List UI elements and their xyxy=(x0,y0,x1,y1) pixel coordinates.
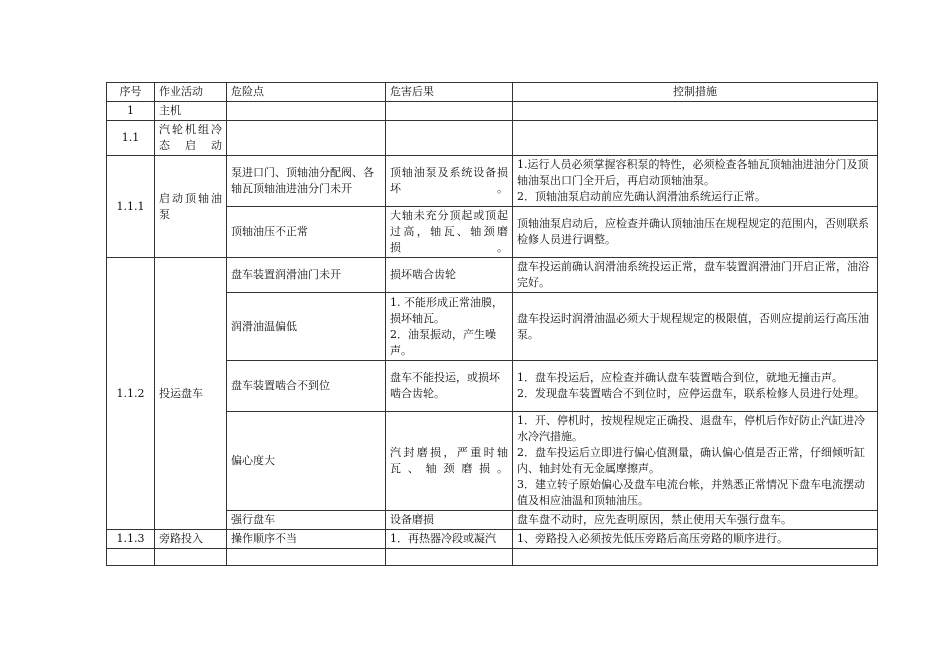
empty-cell xyxy=(227,102,386,121)
row-activity: 旁路投入 xyxy=(155,530,227,549)
hazard-cell: 泵进口门、顶轴油分配阀、各轴瓦顶轴油进油分门未开 xyxy=(227,156,386,207)
consequence-cell: 盘车不能投运，或损坏啮合齿轮。 xyxy=(386,361,513,412)
control-line: 2．盘车投运后立即进行偏心值测量，确认偏心值是否正常，仔细倾听缸内、轴封处有无金属摩擦声。 xyxy=(517,446,865,475)
table-row xyxy=(107,549,878,566)
control-cell xyxy=(513,361,878,412)
row-no: 1.1.2 xyxy=(107,258,155,530)
empty-cell xyxy=(513,102,878,121)
control-line: 2．顶轴油泵启动前应先确认润滑油系统运行正常。 xyxy=(517,190,766,203)
control-line: 1．盘车投运后，应检查并确认盘车装置啮合到位，就地无撞击声。 xyxy=(517,371,843,384)
empty-cell xyxy=(386,102,513,121)
control-line: 顶轴油泵启动后，应检查并确认顶轴油压在规程规定的范围内，否则联系检修人员进行调整。 xyxy=(517,217,869,246)
control-cell xyxy=(513,156,878,207)
table-row xyxy=(107,530,878,549)
empty-cell xyxy=(227,121,386,156)
control-line: 3．建立转子原始偏心及盘车电流台帐，并熟悉正常情况下盘车电流摆动值及相应油温和顶轴油压。 xyxy=(517,478,865,507)
hazard-cell: 盘车装置润滑油门未开 xyxy=(227,258,386,293)
control-cell: 1、旁路投入必须按先低压旁路后高压旁路的顺序进行。 xyxy=(513,530,878,549)
table-row xyxy=(107,102,878,121)
row-activity: 汽轮机组冷态启动 xyxy=(155,121,227,156)
consequence-cell: 大轴未充分顶起或顶起过高，轴瓦、轴颈磨损。 xyxy=(386,207,513,258)
row-activity: 主机 xyxy=(155,102,227,121)
hazard-cell: 盘车装置啮合不到位 xyxy=(227,361,386,412)
control-line: 2．发现盘车装置啮合不到位时，应停运盘车，联系检修人员进行处理。 xyxy=(517,387,865,400)
empty-cell xyxy=(513,549,878,566)
row-no: 1.1.1 xyxy=(107,156,155,258)
consequence-line: 2．油泵振动，产生噪声。 xyxy=(390,327,496,357)
control-line: 盘车投运前确认润滑油系统投运正常，盘车装置润滑油门开启正常，油浴完好。 xyxy=(517,260,869,289)
control-cell xyxy=(513,293,878,361)
empty-cell xyxy=(513,121,878,156)
header-activity: 作业活动 xyxy=(155,83,227,102)
consequence-cell: 损坏啮合齿轮 xyxy=(386,258,513,293)
empty-cell xyxy=(107,549,155,566)
hazard-cell: 强行盘车 xyxy=(227,511,386,530)
consequence-cell: 1．再热器冷段或凝汽 xyxy=(386,530,513,549)
consequence-cell: 汽封磨损，严重时轴瓦、轴颈磨损。 xyxy=(386,412,513,511)
consequence-cell: 顶轴油泵及系统设备损坏。 xyxy=(386,156,513,207)
row-no: 1.1.3 xyxy=(107,530,155,549)
header-no: 序号 xyxy=(107,83,155,102)
header-consequence: 危害后果 xyxy=(386,83,513,102)
hazard-cell: 润滑油温偏低 xyxy=(227,293,386,361)
control-line: 盘车盘不动时，应先查明原因，禁止使用天车强行盘车。 xyxy=(517,513,792,526)
hazard-cell: 操作顺序不当 xyxy=(227,530,386,549)
table-row xyxy=(107,258,878,293)
empty-cell xyxy=(386,121,513,156)
hazard-cell: 偏心度大 xyxy=(227,412,386,511)
header-control: 控制措施 xyxy=(513,83,878,102)
control-line: 1．开、停机时，按规程规定正确投、退盘车，停机后作好防止汽缸进冷水冷汽措施。 xyxy=(517,414,865,443)
control-cell xyxy=(513,412,878,511)
row-no: 1.1 xyxy=(107,121,155,156)
row-activity: 投运盘车 xyxy=(155,258,227,530)
control-line: 盘车投运时润滑油温必须大于规程规定的极限值，否则应提前运行高压油泵。 xyxy=(517,311,869,341)
header-hazard: 危险点 xyxy=(227,83,386,102)
row-no: 1 xyxy=(107,102,155,121)
row-activity: 启动顶轴油泵 xyxy=(155,156,227,258)
empty-cell xyxy=(155,549,227,566)
table-header-row xyxy=(107,83,878,102)
control-cell xyxy=(513,511,878,530)
risk-control-table xyxy=(106,82,878,566)
control-cell xyxy=(513,207,878,258)
control-cell xyxy=(513,258,878,293)
consequence-cell xyxy=(386,293,513,361)
empty-cell xyxy=(386,549,513,566)
consequence-cell: 设备磨损 xyxy=(386,511,513,530)
hazard-cell: 顶轴油压不正常 xyxy=(227,207,386,258)
empty-cell xyxy=(227,549,386,566)
control-line: 1.运行人员必须掌握容积泵的特性，必须检查各轴瓦顶轴油进油分门及顶轴油泵出口门全开后，再启动顶轴油泵。 xyxy=(517,158,869,187)
table-row xyxy=(107,121,878,156)
table-row xyxy=(107,156,878,207)
consequence-line: 1. 不能形成正常油膜，损坏轴瓦。 xyxy=(390,295,503,325)
